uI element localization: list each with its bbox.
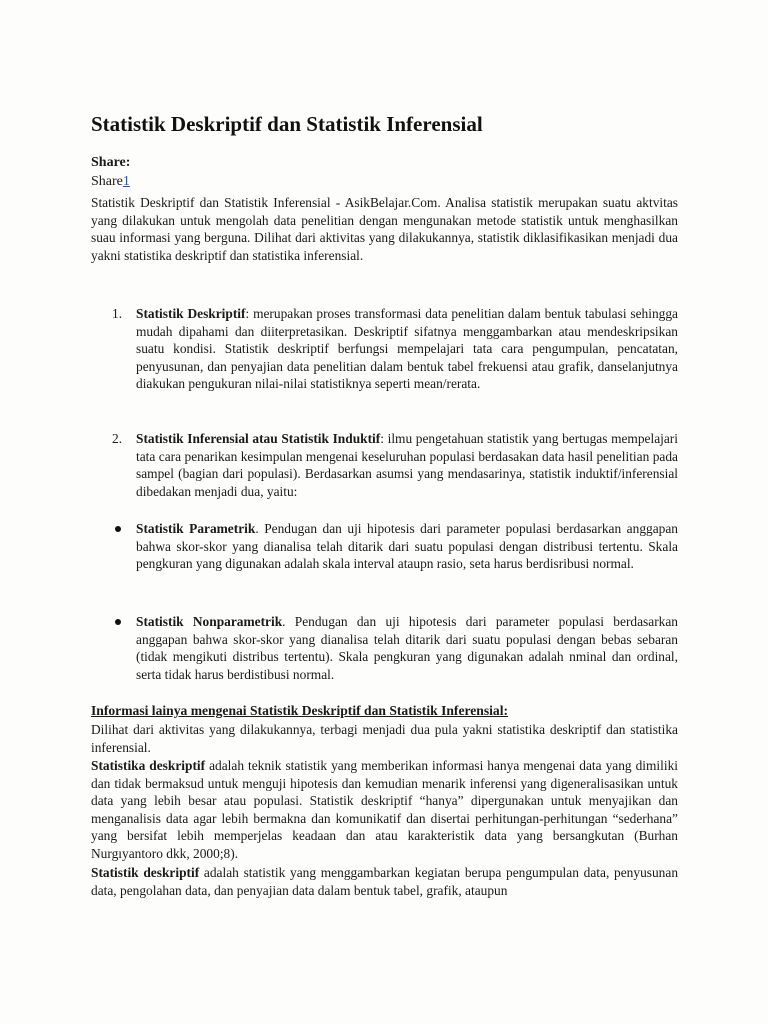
list-item-term: Statistik Inferensial atau Statistik Induktif: [136, 431, 381, 446]
paragraph-term: Statistika deskriptif: [91, 758, 206, 773]
list-item-body: [136, 305, 678, 393]
list-marker: 1.: [112, 306, 123, 321]
intro-paragraph: Statistik Deskriptif dan Statistik Inferensial - AsikBelajar.Com. Analisa statistik merupakan suatu aktvitas yang dilakukan untuk mengolah data penelitian dengan mengunakan metode statistik untuk menghasilkan suau informasi yang berguna. Dilihat dari aktivitas yang dilakukannya, statistik diklasifikasikan menjadi dua yakni statistika deskriptif dan statistika inferensial.: [91, 195, 678, 263]
list-item-body: [136, 430, 678, 500]
paragraph-text: Dilihat dari aktivitas yang dilakukannya, terbagi menjadi dua pula yakni statistika deskriptif dan statistika inferensial.: [91, 722, 678, 755]
bullet-icon: [115, 526, 121, 532]
bullet-item: [112, 520, 678, 573]
list-marker: 2.: [112, 431, 123, 446]
share-label: Share:: [91, 155, 131, 170]
bullet-item-term: Statistik Parametrik: [136, 521, 256, 536]
body-paragraph: [91, 864, 678, 899]
list-item-term: Statistik Deskriptif: [136, 306, 246, 321]
paragraph-text: adalah teknik statistik yang memberikan informasi hanya mengenai data yang dimiliki dan tidak bermaksud untuk menguji hipotesis dan kemudian menarik inferensi yang digeneralisasikan untuk data yang lebih besar atau populasi. Statistik deskriptif “hanya” dipergunakan untuk menyajikan dan menganalisis data agar lebih bermakna dan komunikatif dan disertai perhitungan-perhitungan “sederhana” yang bersifat lebih memperjelas keadaan dan atau karakteristik data yang bersangkutan (Burhan Nurgıyantoro dkk, 2000;8).: [91, 758, 678, 861]
page-title: Statistik Deskriptif dan Statistik Inferensial: [91, 112, 483, 136]
bullet-item-text: . Pendugan dan uji hipotesis dari parameter populasi berdasarkan anggapan bahwa skor-skor yang dianalisa telah ditarik dari suatu populasi dengan distribusi tertentu. Skala pengkuran yang digunakan adalah skala interval ataupn rasio, seta harus berdisribusi normal.: [136, 521, 678, 572]
share-link[interactable]: 1: [122, 174, 130, 189]
bullet-item-term: Statistik Nonparametrik: [136, 614, 283, 629]
list-item-text: : ilmu pengetahuan statistik yang bertugas mempelajari tata cara penarikan kesimpulan mengenai keseluruhan populasi berdasakan data hasil penelitian pada sampel (bagian dari populasi). Berdasarkan asumsi yang mendasarinya, statistik induktif/inferensial dibedakan menjadi dua, yaitu:: [136, 431, 678, 499]
bullet-item-body: [136, 520, 678, 573]
body-paragraph: [91, 721, 678, 756]
list-item-text: : merupakan proses transformasi data penelitian dalam bentuk tabulasi sehingga mudah dipahami dan diiterpretasikan. Deskriptif sifatnya menggambarkan atau mendeskripsikan suatu kondisi. Statistik deskriptif berfungsi mempelajari tata cara pengumpulan, pencatatan, penyusunan, dan penyajian data penelitian dalam bentuk tabel frekuensi atau grafik, danselanjutnya diakukan pengukuran nilai-nilai statistiknya seperti mean/rerata.: [136, 306, 678, 392]
share-text: Share: [91, 174, 123, 189]
list-item: [112, 305, 678, 393]
bullet-item-text: . Pendugan dan uji hipotesis dari parameter populasi berdasarkan anggapan bahwa skor-skor yang dianalisa telah ditarik dari suatu populasi dengan bebas sebaran (tidak mengikuti distribus tertentu). Skala pengkuran yang digunakan adalah nminal dan ordinal, serta tidak harus berdistibusi normal.: [136, 614, 678, 682]
body-paragraph: [91, 757, 678, 863]
list-item: [112, 430, 678, 500]
section-heading: Informasi lainya mengenai Statistik Deskriptif dan Statistik Inferensial:: [91, 703, 509, 718]
bullet-item: [112, 613, 678, 683]
paragraph-term: Statistik deskriptif: [91, 865, 200, 880]
paragraph-text: adalah statistik yang menggambarkan kegiatan berupa pengumpulan data, penyusunan data, pengolahan data, dan penyajian data dalam bentuk tabel, grafik, ataupun: [91, 865, 679, 898]
bullet-icon: [115, 619, 121, 625]
bullet-item-body: [136, 613, 678, 683]
share-line: [91, 174, 130, 190]
